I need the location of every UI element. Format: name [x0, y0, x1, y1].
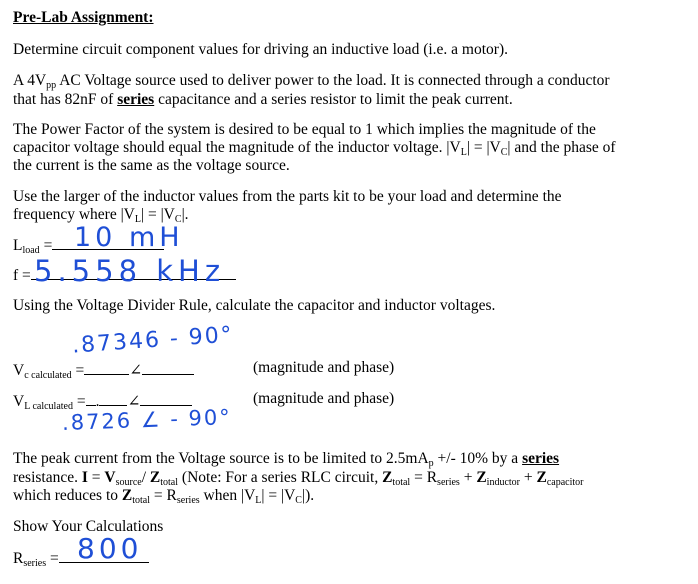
- para1-line2: that has 82nF of series capacitance and a series resistor to limit the peak current.: [13, 91, 513, 108]
- rseries-answer: 800: [77, 532, 143, 565]
- vl-answer: .8726 ∠ - 90°: [61, 405, 233, 435]
- vl-note: (magnitude and phase): [253, 390, 395, 407]
- vdr-instruction: Using the Voltage Divider Rule, calculate the capacitor and inductor voltages.: [13, 297, 496, 314]
- para2-line1: The Power Factor of the system is desired to be equal to 1 which implies the magnitude of the: [13, 121, 596, 138]
- para3-line1: Use the larger of the inductor values from the parts kit to be your load and determine the: [13, 188, 562, 205]
- para4-line3: which reduces to $Z_{total} = R_{series}$ when $|V_L| = |V_C|$).: [13, 487, 315, 506]
- para3-line2: frequency where $|V_L| = |V_C|$.: [13, 206, 189, 225]
- freq-label: f =: [13, 266, 236, 285]
- para1-line1: A $4V_{pp}$ AC Voltage source used to deliver power to the load. It is connected through a conductor: [13, 72, 610, 91]
- vl-label: $V_{L calculated}$ = . ∠: [13, 392, 192, 411]
- vc-answer: .87346 - 90°: [71, 322, 235, 359]
- para4-line1: The peak current from the Voltage source is to be limited to $2.5mA_p$ +/- 10% by a series: [13, 450, 560, 469]
- lload-answer: 10 mH: [74, 222, 184, 253]
- para4-line2: resistance. $I = V_{source}/$ $Z_{total}$ (Note: For a series RLC circuit, $Z_{total} = R_{series} + Z_{inductor} + Z_{capacitor}$: [13, 469, 584, 488]
- freq-answer: 5.558 kHz: [34, 254, 226, 288]
- intro-text: Determine circuit component values for driving an inductive load (i.e. a motor).: [13, 41, 508, 58]
- vc-label: $V_{c calculated}$ = ∠: [13, 361, 194, 380]
- rseries-label: $R_{series}$ =: [13, 549, 149, 568]
- para2-line3: the current is the same as the voltage source.: [13, 157, 290, 174]
- lload-label: $L_{load}$ =: [13, 236, 164, 255]
- para2-line2: capacitor voltage should equal the magnitude of the inductor voltage. $|V_L| = |V_C|$ and the phase of: [13, 139, 616, 158]
- show-calculations: Show Your Calculations: [13, 518, 164, 535]
- vc-note: (magnitude and phase): [253, 359, 395, 376]
- page-title: Pre-Lab Assignment:: [13, 9, 154, 26]
